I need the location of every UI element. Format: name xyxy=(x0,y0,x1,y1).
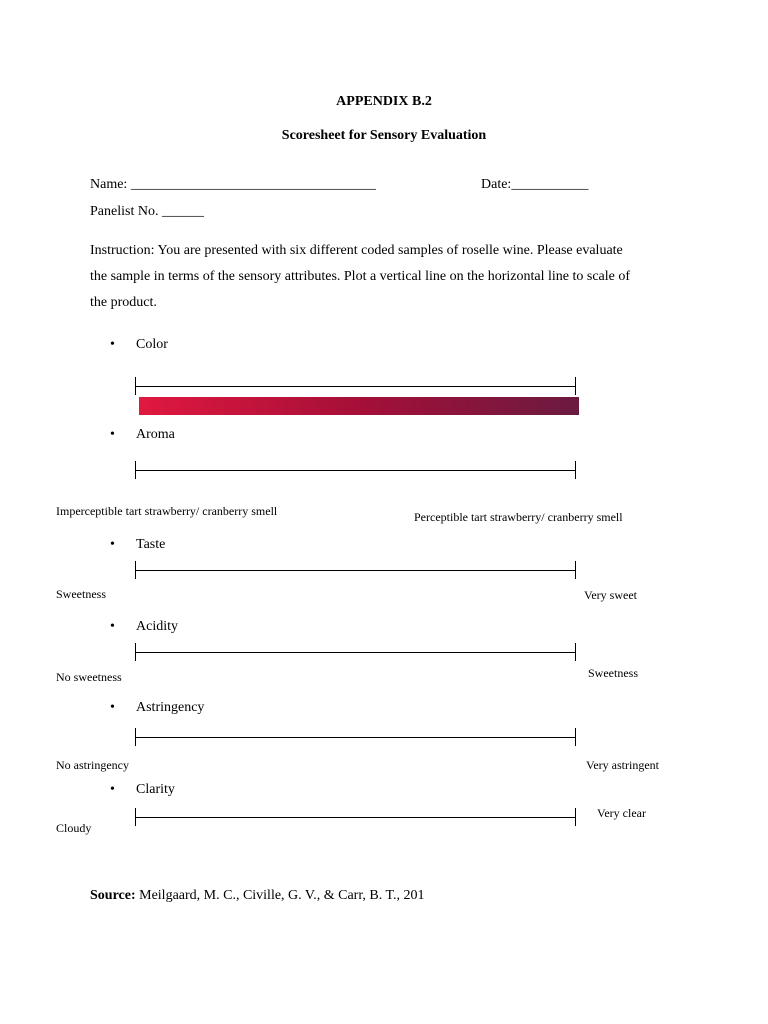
scale-left-anchor: Sweetness xyxy=(56,587,106,601)
scale-end-tick xyxy=(575,643,576,661)
bullet-icon: • xyxy=(110,537,115,552)
scale-right-anchor: Very astringent xyxy=(586,758,659,772)
bullet-icon: • xyxy=(110,337,115,352)
attribute-label: Aroma xyxy=(136,427,175,442)
attribute-color xyxy=(110,337,168,353)
bullet-icon: • xyxy=(110,700,115,715)
instruction-line: the sample in terms of the sensory attributes. Plot a vertical line on the horizontal line to scale of xyxy=(90,269,631,284)
attribute-acidity xyxy=(110,619,178,635)
scale-left-anchor: Cloudy xyxy=(56,821,92,835)
scale-end-tick xyxy=(575,461,576,479)
instruction-line: Instruction: You are presented with six different coded samples of roselle wine. Please evaluate xyxy=(90,243,623,258)
scale-end-tick xyxy=(575,728,576,746)
attribute-astringency xyxy=(110,700,204,716)
attribute-label: Acidity xyxy=(136,619,178,634)
source-label: Source: xyxy=(90,888,136,903)
date-field[interactable]: Date:___________ xyxy=(481,177,589,192)
scale-line xyxy=(135,817,576,818)
aroma-scale[interactable] xyxy=(135,461,576,479)
scale-line xyxy=(135,470,576,471)
attribute-label: Astringency xyxy=(136,700,205,715)
scale-right-anchor: Sweetness xyxy=(588,666,638,680)
scale-right-anchor: Perceptible tart strawberry/ cranberry smell xyxy=(414,510,623,524)
appendix-heading: APPENDIX B.2 xyxy=(336,94,432,109)
scale-line xyxy=(135,737,576,738)
taste-scale[interactable] xyxy=(135,561,576,579)
scale-left-anchor: Imperceptible tart strawberry/ cranberry smell xyxy=(56,504,278,518)
scale-left-anchor: No astringency xyxy=(56,758,129,772)
attribute-label: Clarity xyxy=(136,782,175,797)
scale-line xyxy=(135,652,576,653)
attribute-taste xyxy=(110,537,165,553)
scale-line xyxy=(135,386,576,387)
bullet-icon: • xyxy=(110,619,115,634)
attribute-label: Taste xyxy=(136,537,166,552)
instruction-line: the product. xyxy=(90,295,157,310)
bullet-icon: • xyxy=(110,782,115,797)
page-title: Scoresheet for Sensory Evaluation xyxy=(281,128,487,143)
name-field[interactable]: Name: ___________________________________ xyxy=(90,177,376,192)
source-citation xyxy=(90,888,425,904)
bullet-icon: • xyxy=(110,427,115,442)
instruction-paragraph xyxy=(90,238,690,316)
attribute-aroma xyxy=(110,427,175,443)
color-scale[interactable] xyxy=(135,377,576,395)
source-text: Meilgaard, M. C., Civille, G. V., & Carr, B. T., 201 xyxy=(135,888,425,903)
scale-line xyxy=(135,570,576,571)
attribute-label: Color xyxy=(136,337,168,352)
astringency-scale[interactable] xyxy=(135,728,576,746)
scale-end-tick xyxy=(575,561,576,579)
acidity-scale[interactable] xyxy=(135,643,576,661)
scale-right-anchor: Very clear xyxy=(597,806,646,820)
clarity-scale[interactable] xyxy=(135,808,576,826)
panelist-number-field[interactable]: Panelist No. ______ xyxy=(90,204,204,219)
scale-end-tick xyxy=(575,808,576,826)
scale-end-tick xyxy=(575,377,576,395)
scale-right-anchor: Very sweet xyxy=(584,588,637,602)
color-gradient-bar xyxy=(139,397,579,415)
scale-left-anchor: No sweetness xyxy=(56,670,122,684)
attribute-clarity xyxy=(110,782,175,798)
